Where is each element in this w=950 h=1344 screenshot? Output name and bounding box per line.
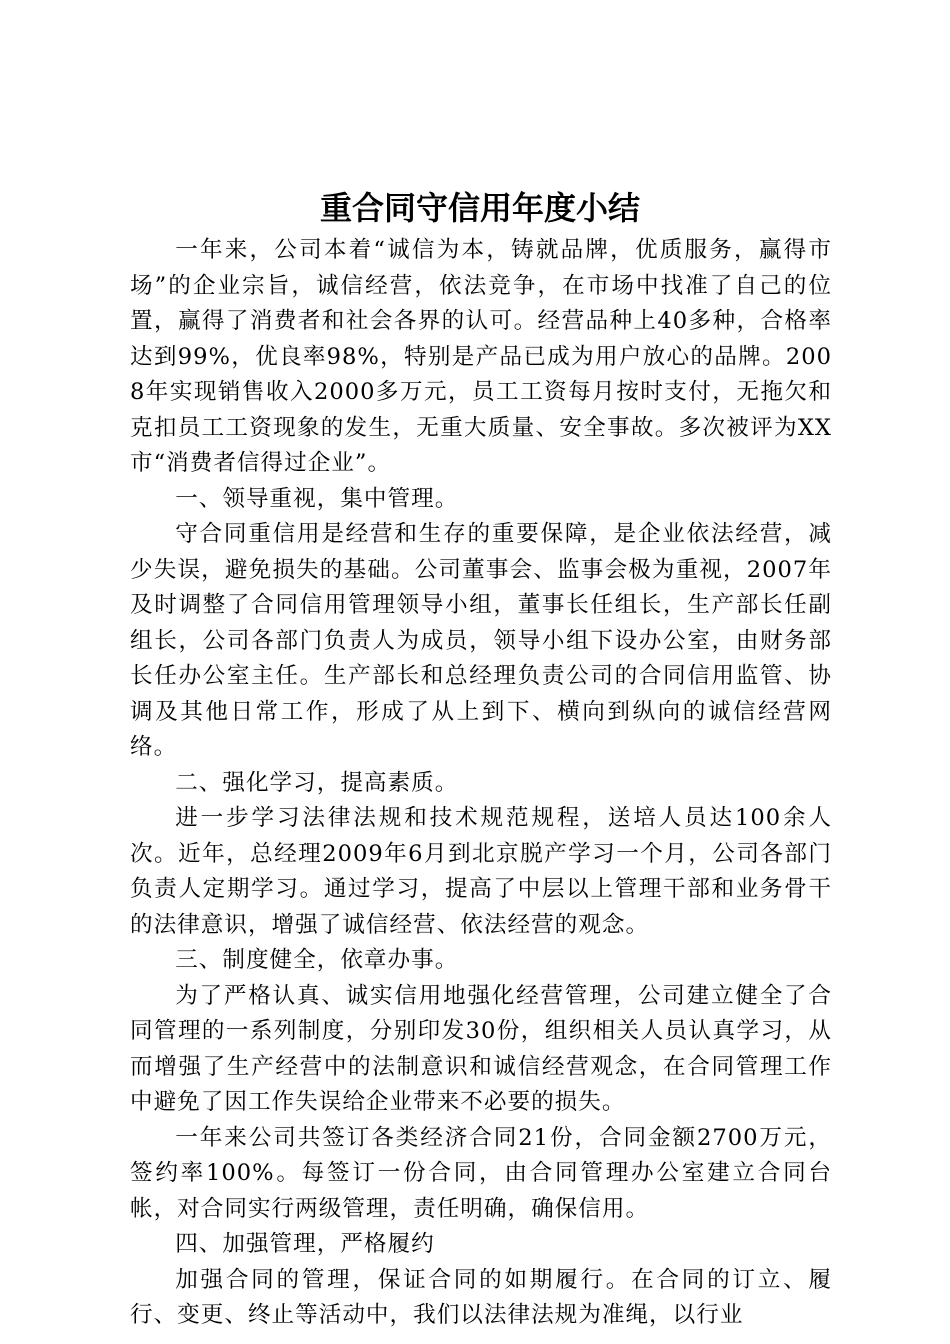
paragraph-section-1: 守合同重信用是经营和生存的重要保障，是企业依法经营，减少失误，避免损失的基础。公司董事会、监事会极为重视，2007年及时调整了合同信用管理领导小组，董事长任组长，生产部长任副组长，公司各部门负责人为成员，领导小组下设办公室，由财务部长任办公室主任。生产部长和总经理负责公司的合同信用监管、协调及其他日常工作，形成了从上到下、横向到纵向的诚信经营网络。	[130, 521, 832, 760]
document-body	[130, 233, 832, 1334]
document-title: 重合同守信用年度小结	[319, 189, 640, 227]
section-heading-2: 二、强化学习，提高素质。	[175, 769, 459, 796]
paragraph-section-3: 为了严格认真、诚实信用地强化经营管理，公司建立健全了合同管理的一系列制度，分别印发30份，组织相关人员认真学习，从而增强了生产经营中的法制意识和诚信经营观念，在合同管理工作中避免了因工作失误给企业带来不必要的损失。	[130, 982, 832, 1115]
section-heading-3: 三、制度健全，依章办事。	[175, 947, 459, 973]
paragraph-intro: 一年来，公司本着“诚信为本，铸就品牌，优质服务，赢得市场”的企业宗旨，诚信经营，依法竞争，在市场中找准了自己的位置，赢得了消费者和社会各界的认可。经营品种上40多种，合格率达到99%，优良率98%，特别是产品已成为用户放心的品牌。2008年实现销售收入2000多万元，员工工资每月按时支付，无拖欠和克扣员工工资现象的发生，无重大质量、安全事故。多次被评为XX市“消费者信得过企业”。	[130, 237, 832, 476]
section-heading-4: 四、加强管理，严格履约	[175, 1231, 435, 1257]
paragraph-section-4: 加强合同的管理，保证合同的如期履行。在合同的订立、履行、变更、终止等活动中，我们以法律法规为准绳，以行业	[130, 1266, 832, 1328]
paragraph-contracts: 一年来公司共签订各类经济合同21份，合同金额2700万元，签约率100%。每签订一份合同，由合同管理办公室建立合同台帐，对合同实行两级管理，责任明确，确保信用。	[130, 1124, 832, 1222]
section-heading-1: 一、领导重视，集中管理。	[175, 485, 459, 512]
paragraph-section-2: 进一步学习法律法规和技术规范规程，送培人员达100余人次。近年，总经理2009年6月到北京脱产学习一个月，公司各部门负责人定期学习。通过学习，提高了中层以上管理干部和业务骨干的法律意识，增强了诚信经营、依法经营的观念。	[130, 805, 832, 938]
